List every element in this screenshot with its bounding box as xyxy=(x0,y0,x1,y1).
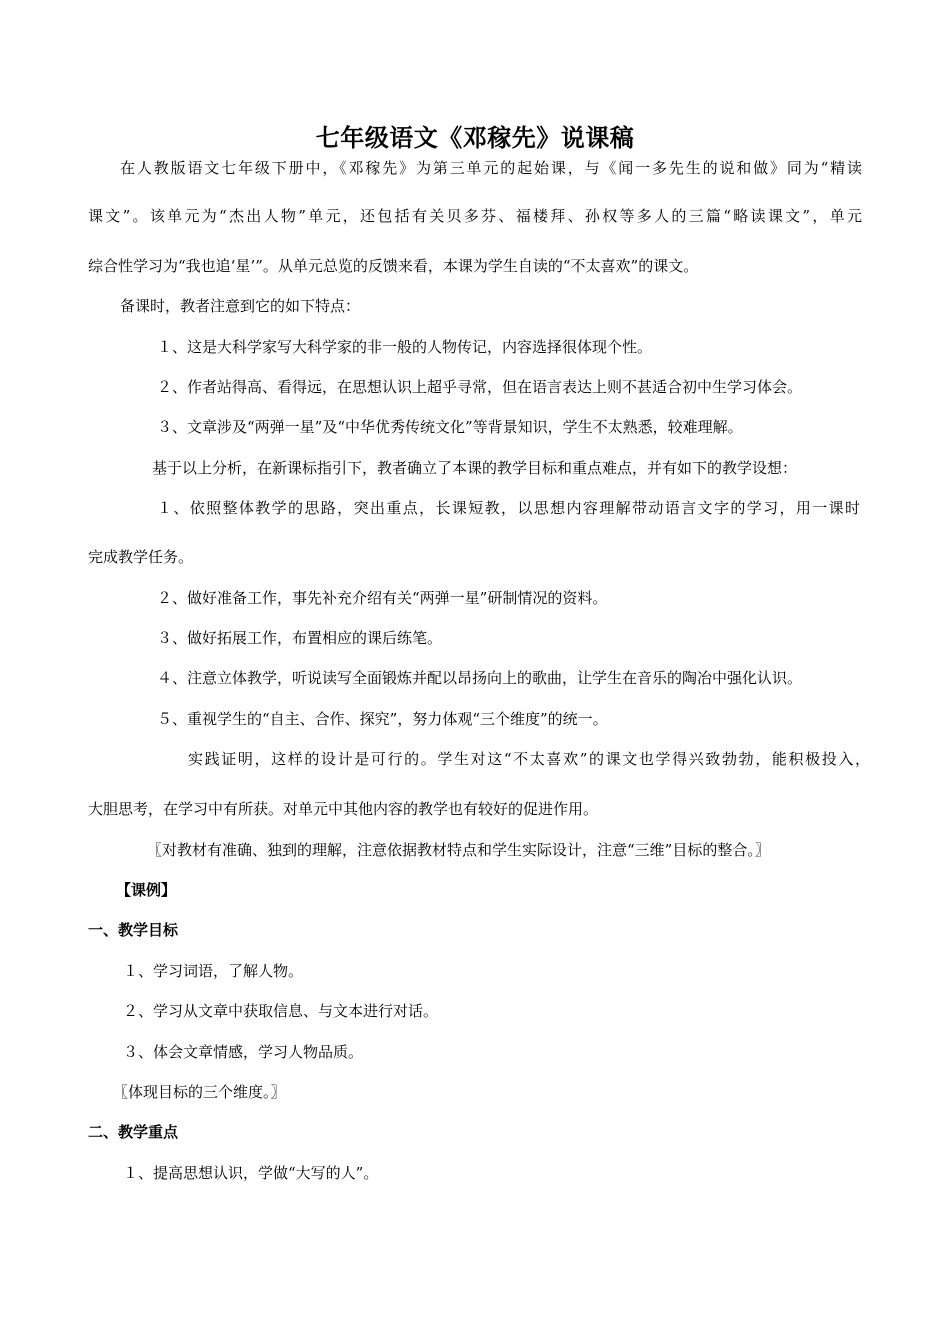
list-item: ２、做好准备工作，事先补充介绍有关“两弹一星”研制情况的资料。 xyxy=(157,589,608,607)
comment-note: 〖对教材有准确、独到的理解，注意依据教材特点和学生实际设计，注意“三维”目标的整合。〗 xyxy=(147,841,770,859)
section-heading: 一、教学目标 xyxy=(88,921,179,939)
list-item: １、这是大科学家写大科学家的非一般的人物传记，内容选择很体现个性。 xyxy=(157,338,653,356)
list-item: ２、学习从文章中获取信息、与文本进行对话。 xyxy=(123,1002,439,1020)
paragraph-line: 课文”。该单元为“杰出人物”单元，还包括有关贝多芬、福楼拜、孙权等多人的三篇“略读课文”，单元 xyxy=(88,207,862,225)
paragraph-line: 完成教学任务。 xyxy=(88,548,194,566)
list-item: ２、作者站得高、看得远，在思想认识上超乎寻常，但在语言表达上则不甚适合初中生学习体会。 xyxy=(157,378,803,396)
list-item: ３、做好拓展工作，布置相应的课后练笔。 xyxy=(157,629,443,647)
list-item: １、学习词语，了解人物。 xyxy=(123,962,304,980)
list-item: １、提高思想认识，学做“大写的人”。 xyxy=(123,1164,379,1182)
section-heading: 二、教学重点 xyxy=(88,1123,179,1141)
paragraph-line: 备课时，教者注意到它的如下特点： xyxy=(120,297,361,315)
document-title: 七年级语文《邓稼先》说课稿 xyxy=(315,123,635,152)
paragraph-line: 基于以上分析，在新课标指引下，教者确立了本课的教学目标和重点难点，并有如下的教学设想： xyxy=(152,459,798,477)
section-label: 【课例】 xyxy=(116,881,177,899)
paragraph-line: 实践证明，这样的设计是可行的。学生对这“不太喜欢”的课文也学得兴致勃勃，能积极投入， xyxy=(188,750,870,768)
list-item: １、依照整体教学的思路，突出重点，长课短教，以思想内容理解带动语言文字的学习，用一课时 xyxy=(157,499,860,517)
comment-note: 〖体现目标的三个维度。〗 xyxy=(113,1083,286,1101)
paragraph-line: 综合性学习为“我也追‘星’”。从单元总览的反馈来看，本课为学生自读的“不太喜欢”的课文。 xyxy=(88,257,699,275)
paragraph-line: 大胆思考，在学习中有所获。对单元中其他内容的教学也有较好的促进作用。 xyxy=(88,800,599,818)
list-item: ５、重视学生的“自主、合作、探究”，努力体观“三个维度”的统一。 xyxy=(157,710,608,728)
paragraph-line: 在人教版语文七年级下册中，《邓稼先》为第三单元的起始课，与《闻一多先生的说和做》同为“精读 xyxy=(120,159,862,177)
list-item: ４、注意立体教学，听说读写全面锻炼并配以昂扬向上的歌曲，让学生在音乐的陶冶中强化认识。 xyxy=(157,669,803,687)
list-item: ３、体会文章情感，学习人物品质。 xyxy=(123,1043,364,1061)
list-item: ３、文章涉及“两弹一星”及“中华优秀传统文化”等背景知识，学生不太熟悉，较难理解。 xyxy=(157,418,743,436)
